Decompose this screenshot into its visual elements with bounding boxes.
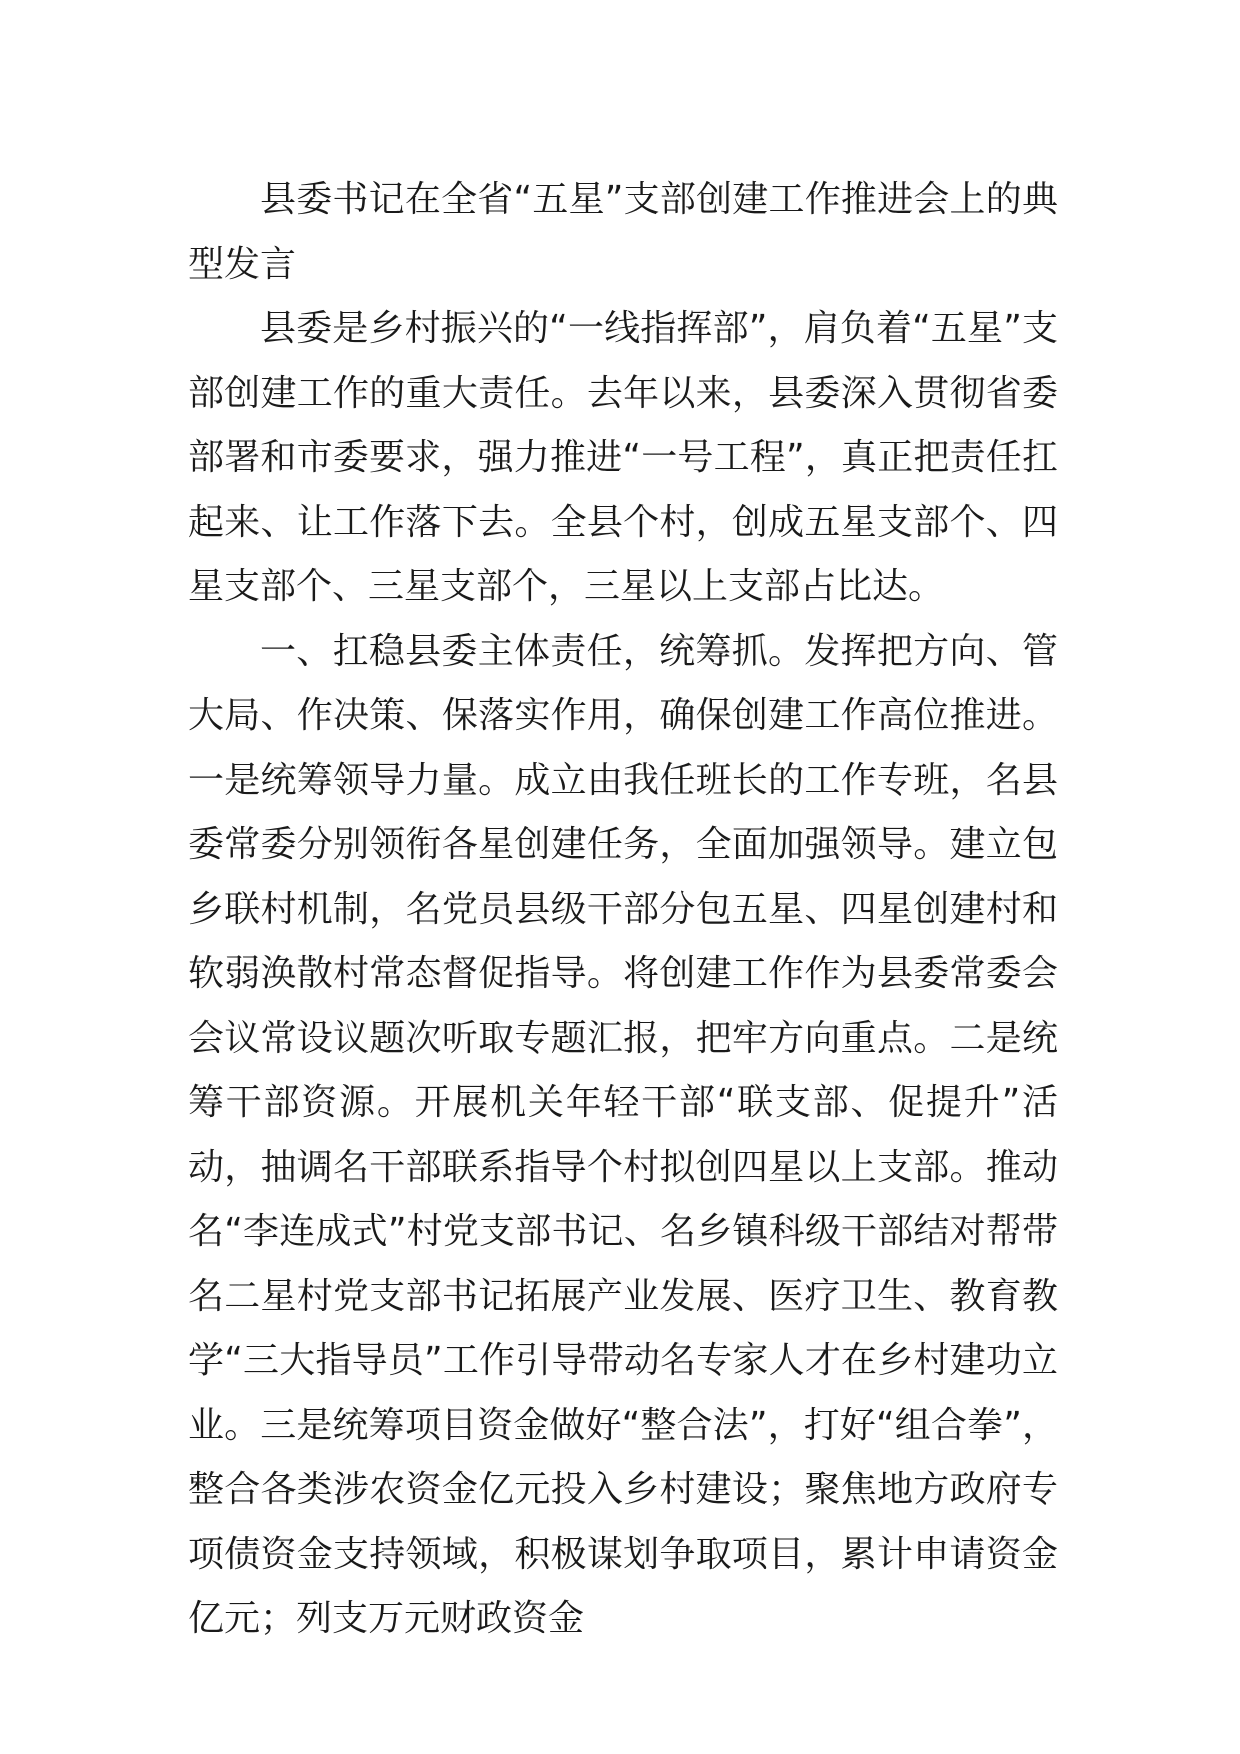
paragraph-intro: 县委是乡村振兴的“一线指挥部”，肩负着“五星”支部创建工作的重大责任。去年以来，县委深入贯彻省委部署和市委要求，强力推进“一号工程”，真正把责任扛起来、让工作落下去。全县个村，创成五星支部个、四星支部个、三星支部个，三星以上支部占比达。 [188, 308, 1058, 607]
document-title: 县委书记在全省“五星”支部创建工作推进会上的典型发言 [188, 179, 1058, 285]
document-body [188, 168, 1058, 1652]
paragraph-section-one: 一、扛稳县委主体责任，统筹抓。发挥把方向、管大局、作决策、保落实作用，确保创建工作高位推进。一是统筹领导力量。成立由我任班长的工作专班，名县委常委分别领衔各星创建任务，全面加强领导。建立包乡联村机制，名党员县级干部分包五星、四星创建村和软弱涣散村常态督促指导。将创建工作作为县委常委会会议常设议题次听取专题汇报，把牢方向重点。二是统筹干部资源。开展机关年轻干部“联支部、促提升”活动，抽调名干部联系指导个村拟创四星以上支部。推动名“李连成式”村党支部书记、名乡镇科级干部结对帮带名二星村党支部书记拓展产业发展、医疗卫生、教育教学“三大指导员”工作引导带动名专家人才在乡村建功立业。三是统筹项目资金做好“整合法”，打好“组合拳”，整合各类涉农资金亿元投入乡村建设；聚焦地方政府专项债资金支持领域，积极谋划争取项目，累计申请资金亿元；列支万元财政资金 [188, 630, 1058, 1639]
